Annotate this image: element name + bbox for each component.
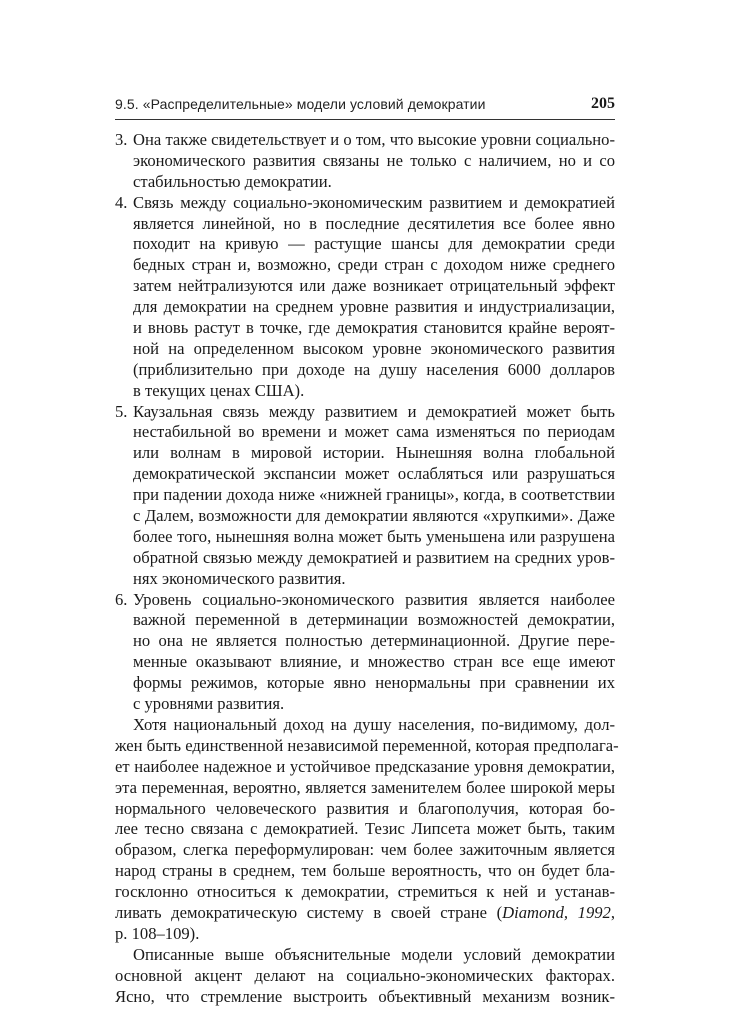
list-item — [115, 130, 615, 193]
text-line: нестабильной во времени и может сама изменяться по периодам — [133, 422, 615, 442]
text-line: экономического развития связаны не только с наличием, но и со — [133, 150, 615, 170]
text-line: Хотя национальный доход на душу населения, по-видимому, дол- — [133, 714, 615, 734]
paragraph — [115, 714, 619, 945]
text-line: важной переменной в детерминации возможностей демократии, — [133, 610, 615, 630]
running-head: 9.5. «Распределительные» модели условий демократии — [115, 96, 486, 112]
text-line: основной акцент делают на социально-экономических факторах. — [115, 965, 615, 985]
text-line: затем нейтрализуются или даже возникает отрицательный эффект — [133, 276, 615, 296]
list-item-number: 4. — [115, 192, 128, 212]
list-item — [115, 193, 615, 402]
text-line: но она не является полностью детерминационной. Другие пере- — [133, 631, 615, 651]
text-line: Описанные выше объяснительные модели условий демократии — [133, 944, 615, 964]
text-line: нях экономического развития. — [133, 568, 346, 588]
text-line: обратной связью между демократией и развитием на средних уров- — [133, 547, 615, 567]
text-line: образом, слегка переформулирован: чем более зажиточным является — [115, 840, 615, 860]
header-rule — [115, 119, 615, 120]
text-line: с уровнями развития. — [133, 694, 285, 714]
text-line: ной на определенном высоком уровне экономического развития — [133, 338, 615, 358]
text-line: Ясно, что стремление выстроить объективный механизм возник- — [115, 986, 615, 1006]
text-line: в текущих ценах США). — [133, 380, 305, 400]
text-line: Она также свидетельствует и о том, что высокие уровни социально- — [133, 130, 615, 149]
text-line: для демократии на среднем уровне развития и индустриализации, — [133, 297, 615, 317]
page-body — [115, 130, 619, 1007]
list-item-number: 5. — [115, 401, 128, 421]
text-line: лее тесно связана с демократией. Тезис Липсета может быть, таким — [115, 819, 615, 839]
page-number: 205 — [591, 95, 615, 112]
list-item — [115, 402, 615, 590]
text-line: ливать демократическую систему в своей стране (Diamond, 1992, — [115, 902, 615, 922]
text-line: бедных стран и, возможно, среди стран с доходом ниже среднего — [133, 255, 615, 275]
text-line: нормального человеческого развития и благополучия, которая бо- — [115, 798, 615, 818]
text-line: народ страны в среднем, тем больше вероятность, что он будет бла- — [115, 861, 615, 881]
text-line: госклонно относиться к демократии, стремиться к ней и устанав- — [115, 882, 615, 902]
paragraph — [115, 945, 615, 1008]
citation: Diamond, 1992 — [502, 902, 611, 922]
text-line: эта переменная, вероятно, является заменителем более широкой меры — [115, 777, 615, 797]
text-line: ет наиболее надежное и устойчивое предсказание уровня демократии, — [115, 756, 615, 776]
page-header — [115, 96, 615, 118]
numbered-list — [115, 130, 615, 715]
text-line: с Далем, возможности для демократии являются «хрупкими». Даже — [133, 506, 615, 526]
text-line: Уровень социально-экономического развития является наиболее — [133, 589, 615, 609]
text-line: является линейной, но в последние десятилетия все более явно — [133, 213, 615, 233]
text-line: демократической экспансии может ослабляться или разрушаться — [133, 464, 615, 484]
text-line: походит на кривую — растущие шансы для демократии среди — [133, 234, 615, 254]
text-line: при падении дохода ниже «нижней границы», когда, в соответствии — [133, 485, 615, 505]
list-item — [115, 590, 615, 715]
text-line: или волнам в мировой истории. Нынешняя волна глобальной — [133, 443, 615, 463]
text-line: p. 108–109). — [115, 923, 200, 943]
text-line: и вновь растут в точке, где демократия становится крайне вероят- — [133, 318, 615, 338]
list-item-number: 3. — [115, 130, 128, 149]
list-item-number: 6. — [115, 589, 128, 609]
text-line: жен быть единственной независимой переменной, которая предполага- — [115, 735, 619, 755]
text-line: более того, нынешняя волна может быть уменьшена или разрушена — [133, 526, 615, 546]
text-line: (приблизительно при доходе на душу населения 6000 долларов — [133, 359, 615, 379]
text-line: менные оказывают влияние, и множество стран все еще имеют — [133, 652, 615, 672]
text-line: Связь между социально-экономическим развитием и демократией — [133, 192, 615, 212]
text-line: формы режимов, которые явно ненормальны при сравнении их — [133, 673, 615, 693]
text-line: стабильностью демократии. — [133, 171, 332, 191]
body-text — [115, 714, 619, 1007]
text-line: Каузальная связь между развитием и демократией может быть — [133, 401, 615, 421]
